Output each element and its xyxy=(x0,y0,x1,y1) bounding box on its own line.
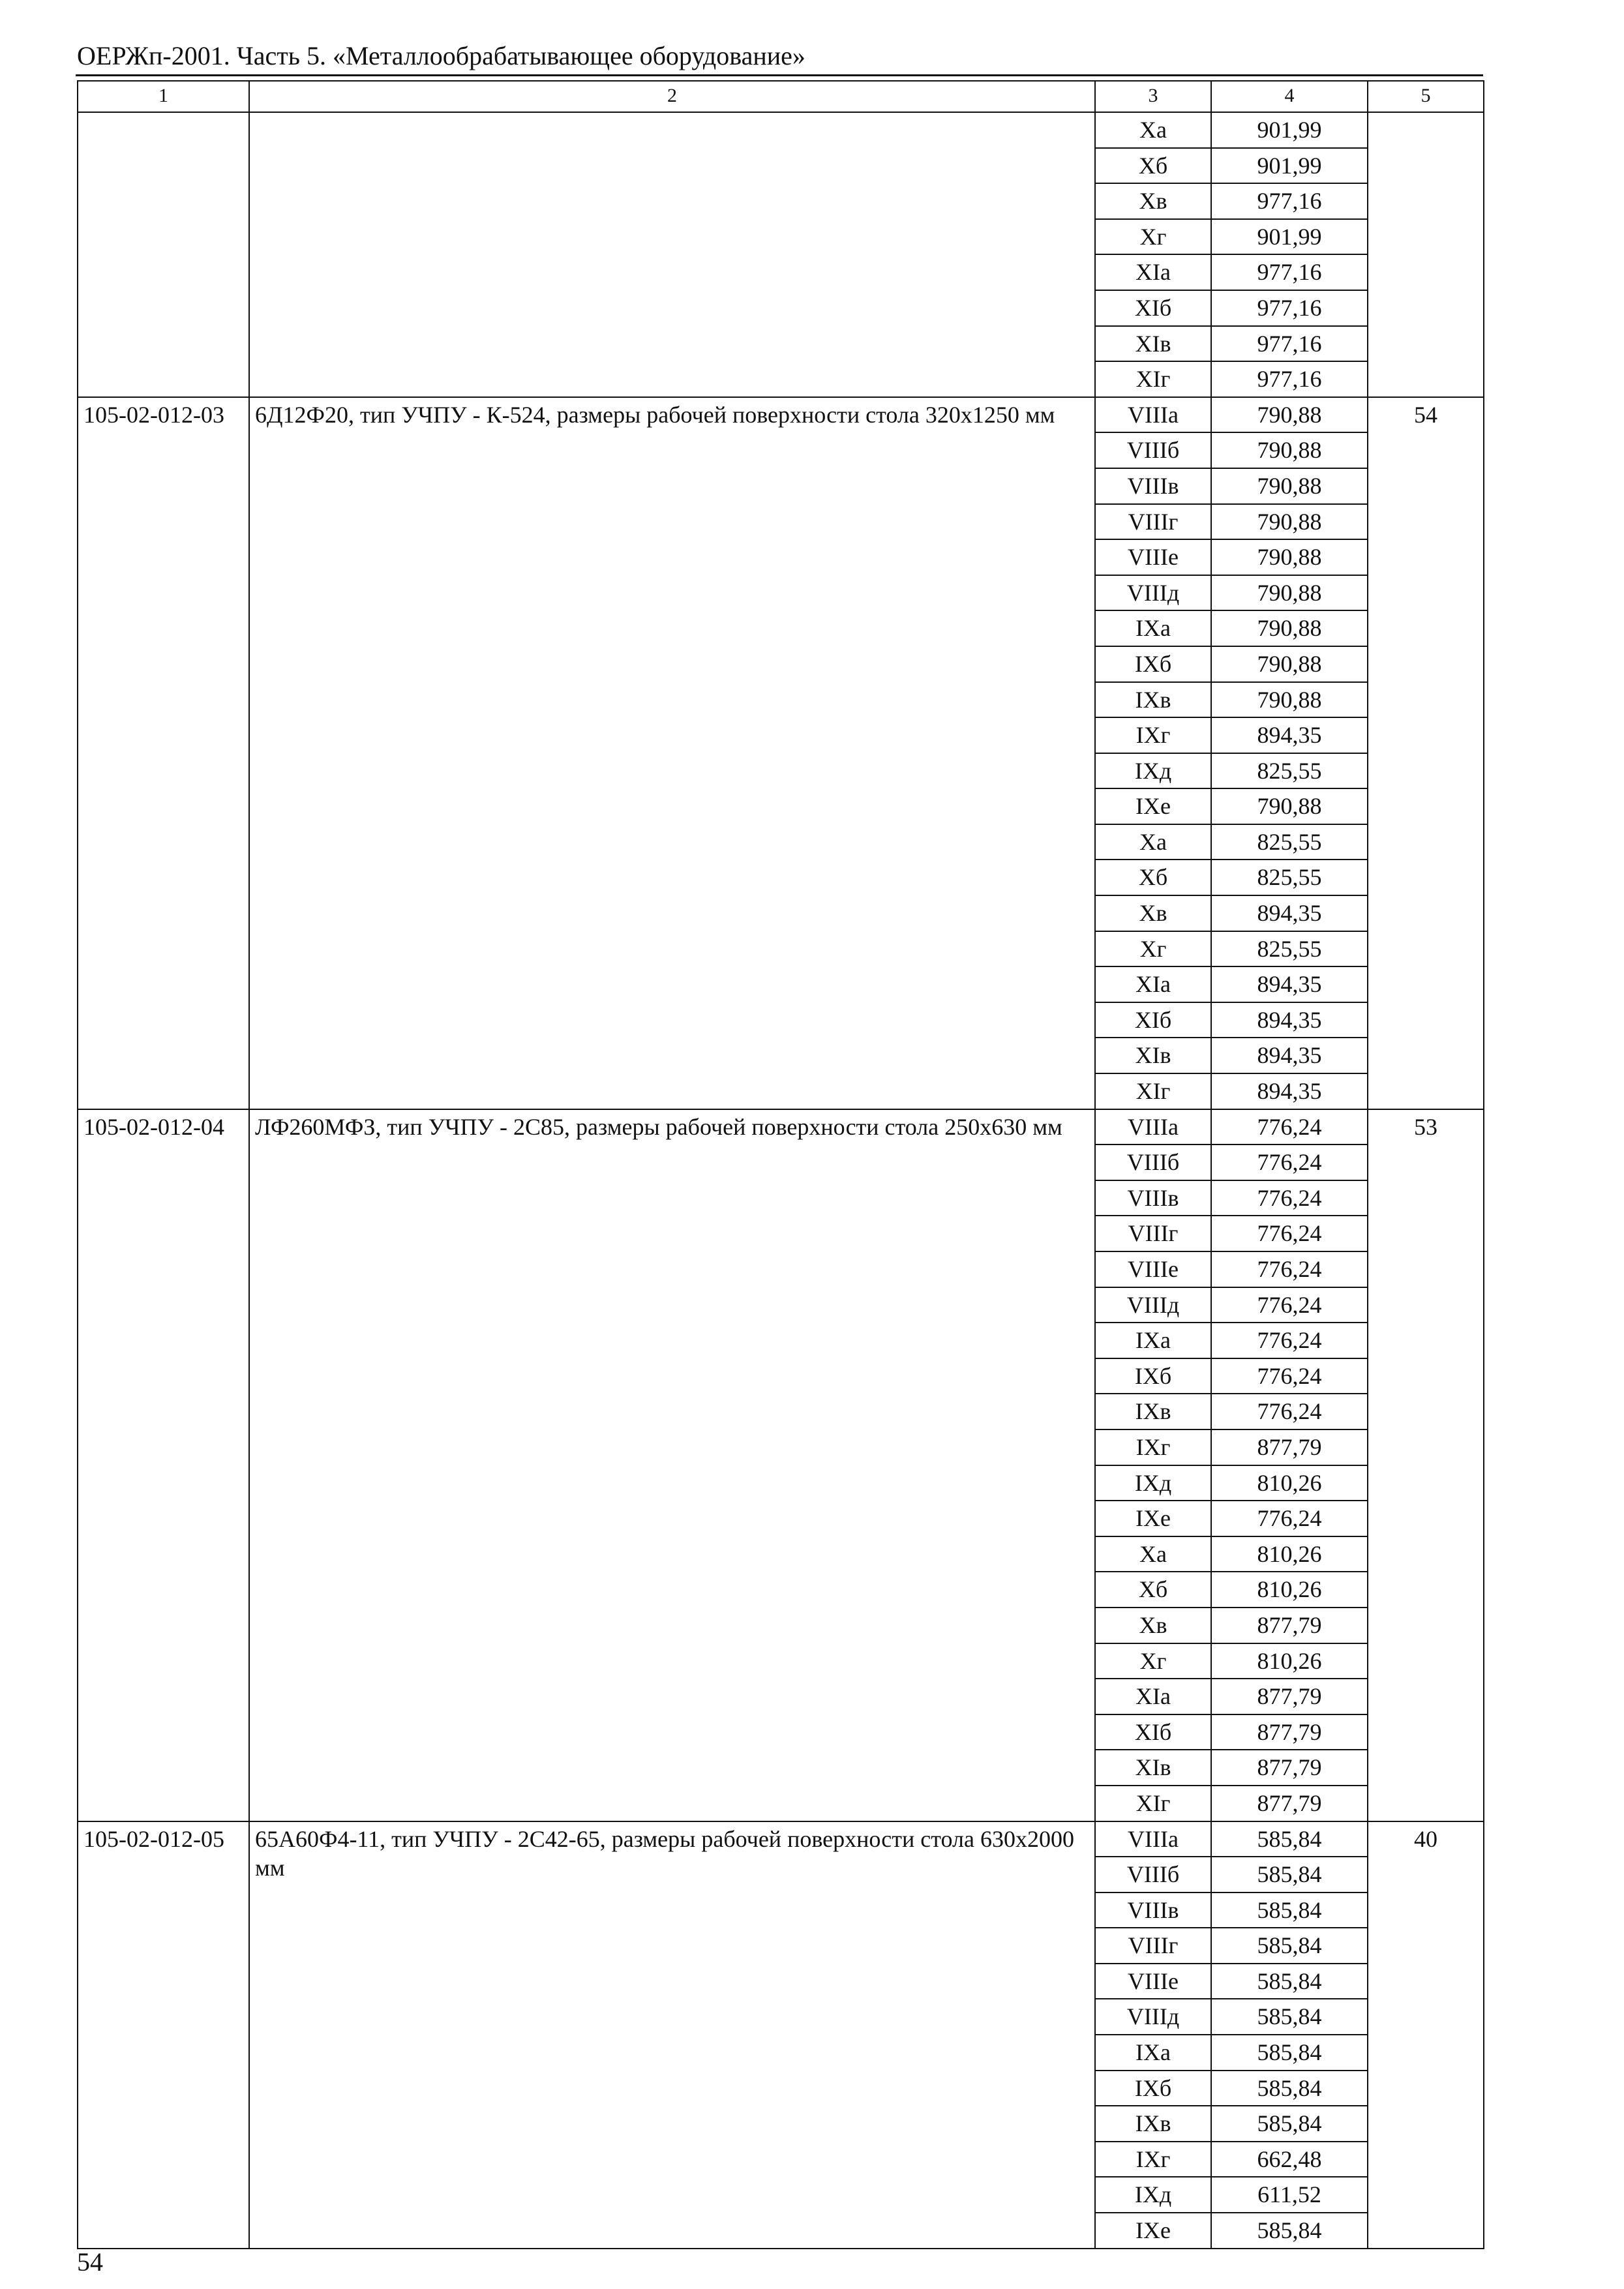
price-cell: 790,88 xyxy=(1211,468,1368,504)
region-cell: VIIIб xyxy=(1095,1857,1211,1893)
region-cell: VIIIг xyxy=(1095,504,1211,540)
table-row xyxy=(78,112,1484,148)
price-cell: 790,88 xyxy=(1211,397,1368,433)
region-cell: VIIIд xyxy=(1095,1999,1211,2035)
region-cell: Xб xyxy=(1095,148,1211,184)
region-cell: VIIIг xyxy=(1095,1216,1211,1251)
column5-value: 54 xyxy=(1368,397,1484,1109)
price-cell: 977,16 xyxy=(1211,290,1368,326)
page-number: 54 xyxy=(77,2247,103,2277)
price-cell: 810,26 xyxy=(1211,1465,1368,1501)
equipment-description: ЛФ260МФЗ, тип УЧПУ - 2С85, размеры рабочей поверхности стола 250х630 мм xyxy=(249,1109,1095,1821)
header-divider xyxy=(76,74,1483,76)
price-cell: 810,26 xyxy=(1211,1572,1368,1608)
region-cell: XIг xyxy=(1095,1073,1211,1109)
region-cell: IXв xyxy=(1095,1394,1211,1429)
price-cell: 825,55 xyxy=(1211,931,1368,967)
region-cell: IXд xyxy=(1095,1465,1211,1501)
region-cell: IXа xyxy=(1095,1323,1211,1358)
rate-code xyxy=(78,112,249,397)
page-title: ОЕРЖп-2001. Часть 5. «Металлообрабатывающее оборудование» xyxy=(77,41,805,70)
price-cell: 790,88 xyxy=(1211,610,1368,646)
price-cell: 776,24 xyxy=(1211,1394,1368,1429)
region-cell: VIIIг xyxy=(1095,1928,1211,1964)
col-header-5: 5 xyxy=(1368,81,1484,112)
region-cell: Xг xyxy=(1095,219,1211,255)
region-cell: Xв xyxy=(1095,1608,1211,1643)
price-cell: 790,88 xyxy=(1211,646,1368,682)
region-cell: XIг xyxy=(1095,1786,1211,1821)
price-cell: 776,24 xyxy=(1211,1287,1368,1323)
price-cell: 894,35 xyxy=(1211,966,1368,1002)
region-cell: IXе xyxy=(1095,2213,1211,2249)
column5-value: 40 xyxy=(1368,1821,1484,2249)
region-cell: VIIIд xyxy=(1095,1287,1211,1323)
region-cell: IXе xyxy=(1095,788,1211,824)
table-row xyxy=(78,397,1484,433)
price-cell: 662,48 xyxy=(1211,2142,1368,2177)
price-cell: 894,35 xyxy=(1211,717,1368,753)
region-cell: IXв xyxy=(1095,2106,1211,2142)
region-cell: IXб xyxy=(1095,1358,1211,1394)
region-cell: VIIIе xyxy=(1095,1251,1211,1287)
region-cell: IXа xyxy=(1095,610,1211,646)
region-cell: IXг xyxy=(1095,1429,1211,1465)
region-cell: IXв xyxy=(1095,682,1211,718)
price-cell: 825,55 xyxy=(1211,753,1368,789)
price-cell: 585,84 xyxy=(1211,1964,1368,1999)
region-cell: VIIIб xyxy=(1095,432,1211,468)
rates-table xyxy=(77,80,1484,2249)
price-cell: 790,88 xyxy=(1211,788,1368,824)
price-cell: 776,24 xyxy=(1211,1501,1368,1536)
price-cell: 790,88 xyxy=(1211,539,1368,575)
price-cell: 790,88 xyxy=(1211,682,1368,718)
price-cell: 977,16 xyxy=(1211,183,1368,219)
region-cell: VIIIе xyxy=(1095,1964,1211,1999)
rates-table-body xyxy=(78,81,1484,2249)
price-cell: 810,26 xyxy=(1211,1536,1368,1572)
price-cell: 776,24 xyxy=(1211,1216,1368,1251)
region-cell: Xа xyxy=(1095,112,1211,148)
region-cell: IXг xyxy=(1095,2142,1211,2177)
region-cell: IXе xyxy=(1095,1501,1211,1536)
price-cell: 585,84 xyxy=(1211,1857,1368,1893)
price-cell: 790,88 xyxy=(1211,575,1368,611)
table-row xyxy=(78,1109,1484,1145)
region-cell: VIIIв xyxy=(1095,468,1211,504)
region-cell: VIIIе xyxy=(1095,539,1211,575)
region-cell: XIа xyxy=(1095,966,1211,1002)
region-cell: VIIIа xyxy=(1095,397,1211,433)
price-cell: 877,79 xyxy=(1211,1679,1368,1714)
price-cell: 894,35 xyxy=(1211,1073,1368,1109)
price-cell: 877,79 xyxy=(1211,1714,1368,1750)
column5-value: 53 xyxy=(1368,1109,1484,1821)
region-cell: VIIIв xyxy=(1095,1893,1211,1928)
region-cell: XIв xyxy=(1095,1750,1211,1786)
region-cell: XIа xyxy=(1095,1679,1211,1714)
price-cell: 585,84 xyxy=(1211,2035,1368,2071)
table-row xyxy=(78,1821,1484,1857)
price-cell: 585,84 xyxy=(1211,1893,1368,1928)
region-cell: Xг xyxy=(1095,1643,1211,1679)
rate-code: 105-02-012-04 xyxy=(78,1109,249,1821)
col-header-3: 3 xyxy=(1095,81,1211,112)
region-cell: XIб xyxy=(1095,290,1211,326)
price-cell: 901,99 xyxy=(1211,112,1368,148)
price-cell: 877,79 xyxy=(1211,1786,1368,1821)
region-cell: XIв xyxy=(1095,1038,1211,1073)
region-cell: IXд xyxy=(1095,753,1211,789)
region-cell: XIв xyxy=(1095,326,1211,362)
region-cell: IXа xyxy=(1095,2035,1211,2071)
price-cell: 776,24 xyxy=(1211,1109,1368,1145)
rate-code: 105-02-012-05 xyxy=(78,1821,249,2249)
price-cell: 825,55 xyxy=(1211,824,1368,860)
col-header-2: 2 xyxy=(249,81,1095,112)
equipment-description: 65А60Ф4-11, тип УЧПУ - 2С42-65, размеры рабочей поверхности стола 630х2000 мм xyxy=(249,1821,1095,2249)
region-cell: VIIIв xyxy=(1095,1180,1211,1216)
price-cell: 901,99 xyxy=(1211,219,1368,255)
region-cell: XIб xyxy=(1095,1002,1211,1038)
region-cell: VIIIа xyxy=(1095,1109,1211,1145)
price-cell: 877,79 xyxy=(1211,1750,1368,1786)
region-cell: IXб xyxy=(1095,646,1211,682)
col-header-1: 1 xyxy=(78,81,249,112)
price-cell: 790,88 xyxy=(1211,504,1368,540)
price-cell: 585,84 xyxy=(1211,2071,1368,2106)
price-cell: 585,84 xyxy=(1211,2106,1368,2142)
region-cell: Xа xyxy=(1095,1536,1211,1572)
price-cell: 894,35 xyxy=(1211,895,1368,931)
region-cell: XIа xyxy=(1095,254,1211,290)
region-cell: VIIIб xyxy=(1095,1144,1211,1180)
price-cell: 585,84 xyxy=(1211,1821,1368,1857)
region-cell: Xв xyxy=(1095,895,1211,931)
region-cell: Xг xyxy=(1095,931,1211,967)
equipment-description xyxy=(249,112,1095,397)
price-cell: 776,24 xyxy=(1211,1144,1368,1180)
price-cell: 825,55 xyxy=(1211,860,1368,895)
price-cell: 894,35 xyxy=(1211,1038,1368,1073)
region-cell: Xв xyxy=(1095,183,1211,219)
region-cell: IXг xyxy=(1095,717,1211,753)
region-cell: XIг xyxy=(1095,361,1211,397)
region-cell: XIб xyxy=(1095,1714,1211,1750)
region-cell: IXд xyxy=(1095,2177,1211,2213)
price-cell: 877,79 xyxy=(1211,1429,1368,1465)
region-cell: VIIIд xyxy=(1095,575,1211,611)
price-cell: 776,24 xyxy=(1211,1358,1368,1394)
region-cell: Xб xyxy=(1095,860,1211,895)
price-cell: 877,79 xyxy=(1211,1608,1368,1643)
price-cell: 611,52 xyxy=(1211,2177,1368,2213)
price-cell: 776,24 xyxy=(1211,1180,1368,1216)
price-cell: 977,16 xyxy=(1211,326,1368,362)
price-cell: 585,84 xyxy=(1211,1999,1368,2035)
price-cell: 776,24 xyxy=(1211,1323,1368,1358)
price-cell: 977,16 xyxy=(1211,361,1368,397)
column5-value xyxy=(1368,112,1484,397)
price-cell: 810,26 xyxy=(1211,1643,1368,1679)
equipment-description: 6Д12Ф20, тип УЧПУ - К-524, размеры рабочей поверхности стола 320х1250 мм xyxy=(249,397,1095,1109)
region-cell: Xб xyxy=(1095,1572,1211,1608)
rate-code: 105-02-012-03 xyxy=(78,397,249,1109)
price-cell: 790,88 xyxy=(1211,432,1368,468)
price-cell: 977,16 xyxy=(1211,254,1368,290)
price-cell: 894,35 xyxy=(1211,1002,1368,1038)
price-cell: 776,24 xyxy=(1211,1251,1368,1287)
price-cell: 585,84 xyxy=(1211,1928,1368,1964)
price-cell: 901,99 xyxy=(1211,148,1368,184)
col-header-4: 4 xyxy=(1211,81,1368,112)
region-cell: VIIIа xyxy=(1095,1821,1211,1857)
column-number-row xyxy=(78,81,1484,112)
region-cell: Xа xyxy=(1095,824,1211,860)
region-cell: IXб xyxy=(1095,2071,1211,2106)
price-cell: 585,84 xyxy=(1211,2213,1368,2249)
